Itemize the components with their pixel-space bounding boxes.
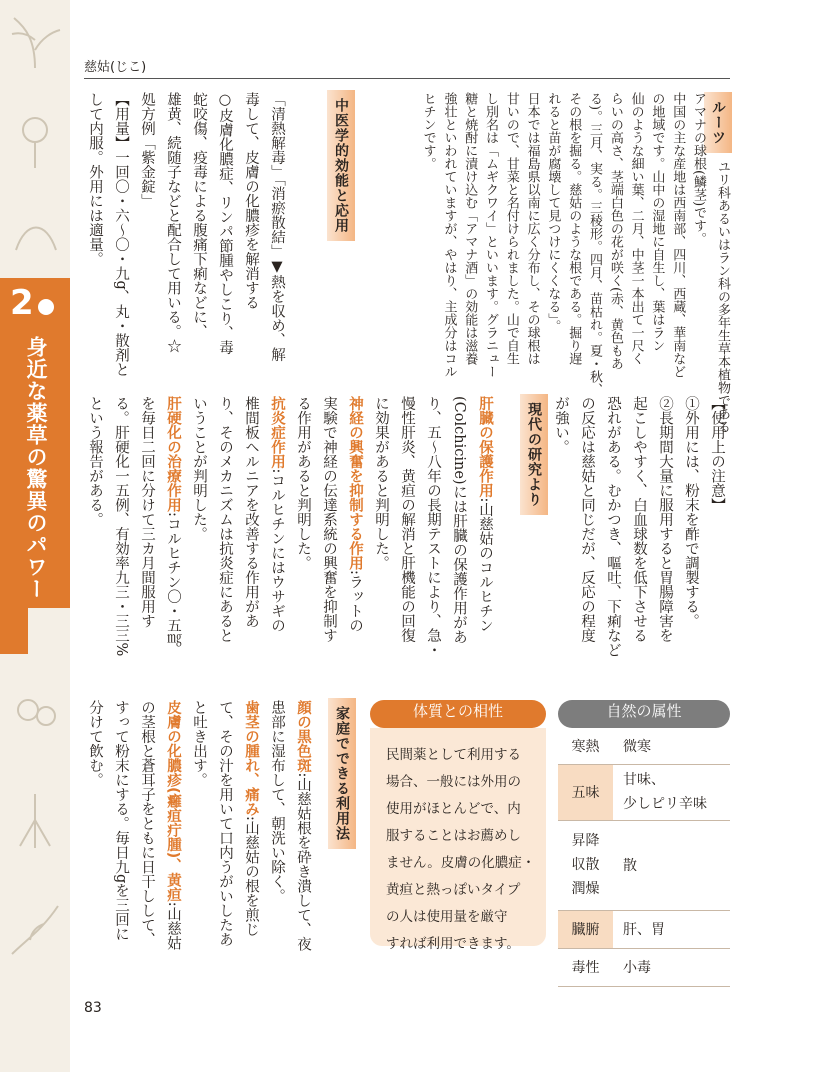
- constitution-line: 服することはお薦めし: [386, 828, 521, 844]
- cautions-line: ①外用には、粉末を酢で調製する。: [683, 396, 699, 628]
- modern-line: を毎日二回に分けて三カ月間服用す: [139, 396, 155, 628]
- cautions-line: の反応は慈姑と同じだが、反応の程度: [579, 396, 595, 643]
- modern-line: 慢性肝炎、黄疸の解消と肝機能の回復: [399, 396, 415, 643]
- cautions-line: 恐れがある。むかつき、嘔吐、下痢など: [605, 396, 621, 657]
- roots-body: [417, 92, 708, 397]
- attributes-table: [558, 728, 730, 987]
- roots-line: 日本では福島県以南に広く分布し、その球根は: [524, 92, 540, 365]
- modern-line: (Colchicine)には肝臓の保護作用があ: [451, 396, 467, 645]
- table-row: [558, 728, 730, 764]
- modern-line: 椎間板ヘルニアを改善する作用があ: [243, 396, 259, 628]
- constitution-line: 使用がほとんどで、内: [386, 801, 521, 817]
- constitution-line: 民間薬として利用する: [386, 747, 521, 763]
- attr-value: 肝、胃: [613, 910, 730, 948]
- cautions-line: ②長期間大量に服用すると胃腸障害を: [657, 396, 673, 643]
- cautions-line: 【使用上の注意】: [709, 396, 725, 512]
- usage-line: 【用量】一回〇・六〜〇・九g、丸・散剤と: [113, 92, 129, 377]
- home-line: 皮膚の化膿疹(癰疽疔腫)、黄疸:山慈姑: [165, 700, 181, 951]
- home-body: [82, 700, 316, 990]
- chapter-number: 2: [10, 283, 34, 323]
- home-heading: 家庭でできる利用法: [328, 698, 356, 849]
- usage-line: ○皮膚化膿症、リンパ節腫やしこり、毒: [217, 92, 233, 355]
- roots-line: 強壮といわれていますが、やはり、主成分はコル: [441, 92, 457, 378]
- usage-line: して内服。外用には適量。: [87, 92, 103, 266]
- usage-line: 蛇咬傷、疫毒による腹痛下痢などに、: [191, 92, 207, 339]
- roots-line: し別名は「ムギクワイ」といいます。グラニュー: [483, 92, 499, 378]
- chapter-tab-tail: [0, 608, 28, 654]
- usage-line: 処方例「紫金錠」: [139, 92, 155, 208]
- home-line: すって粉末にする。毎日九gを三回に: [113, 700, 129, 942]
- modern-line: 実験で神経の伝達系統の興奮を抑制す: [321, 396, 337, 643]
- branch-illustration-icon: [6, 900, 64, 960]
- cautions-body: [548, 396, 730, 686]
- cautions-line: 起こしやすく、白血球数を低下させる: [631, 396, 647, 643]
- home-line: て、その汁を用いて口内うがいしたあ: [217, 700, 233, 947]
- home-line: と吐き出す。: [191, 700, 207, 787]
- page-title: 慈姑(じこ): [84, 60, 147, 75]
- modern-line: いうことが判明した。: [191, 396, 207, 541]
- constitution-line: すれば利用できます。: [386, 936, 520, 952]
- roots-line: 甘いので、甘菜と名付けられました。山で自生: [503, 92, 519, 365]
- modern-p4-head: 肝硬化の治療作用: [165, 396, 181, 512]
- roots-heading: ルーツ: [704, 92, 732, 153]
- modern-line: 肝臓の保護作用:山慈姑のコルヒチン: [477, 396, 493, 633]
- modern-line: 肝硬化の治療作用:コルヒチン〇・五㎎: [165, 396, 181, 648]
- chapter-dot-icon: [38, 299, 54, 315]
- usage-line: 毒して、皮膚の化膿疹を解消する: [243, 92, 259, 310]
- attr-value: 小毒: [613, 948, 730, 986]
- home-p1-head: 顔の黒色斑: [295, 700, 311, 773]
- usage-line: 「清熱解毒」「消瘀散結」▼熱を収め、解: [269, 92, 285, 362]
- modern-p2-head: 神経の興奮を抑制する作用: [347, 396, 363, 570]
- attr-value: 微寒: [613, 728, 730, 764]
- attr-key: 五味: [558, 764, 613, 820]
- roots-line: らいの高さ、茎端白色の花が咲く(赤、黄色もあ: [607, 92, 623, 371]
- roots-line: の地域です。山中の湿地に自生し、葉はラン: [649, 92, 665, 352]
- home-p2-head: 歯茎の腫れ、痛み: [243, 700, 259, 816]
- usage-body: [82, 92, 290, 382]
- header-divider: [84, 78, 730, 79]
- sidebar: [0, 0, 70, 1072]
- attr-value: 散: [613, 820, 730, 910]
- attr-key: 寒熱: [558, 728, 613, 764]
- roots-text: [711, 160, 732, 433]
- constitution-line: ません。皮膚の化膿症・: [386, 855, 536, 871]
- modern-body: [82, 396, 498, 686]
- attributes-title: 自然の属性: [558, 700, 730, 728]
- table-row: [558, 948, 730, 986]
- constitution-line: 場合、一般には外用の: [386, 774, 521, 790]
- roots-line: ヒチンです。: [420, 92, 436, 170]
- cautions-line: が強い。: [553, 396, 569, 454]
- roots-line: れると苗が腐壊して見つけにくくなる」。: [545, 92, 561, 333]
- attr-value: 甘味、 少しピリ辛味: [613, 764, 730, 820]
- table-row: [558, 820, 730, 910]
- modern-line: 抗炎症作用:コルヒチンにはウサギの: [269, 396, 285, 633]
- modern-line: 神経の興奮を抑制する作用:ラットの: [347, 396, 363, 633]
- home-line: 分けて飲む。: [87, 700, 103, 787]
- home-p3-head: 皮膚の化膿疹(癰疽疔腫)、黄疸: [165, 700, 181, 902]
- roots-line: 仙のような細い葉、二月、中茎一本出て一尺く: [628, 92, 644, 365]
- modern-line: という報告がある。: [87, 396, 103, 527]
- constitution-line: の人は使用量を厳守: [386, 909, 508, 925]
- modern-p1-head: 肝臓の保護作用: [477, 396, 493, 498]
- roots-line: 糖と焼酎に漬け込む「アマナ酒」の効能は滋養: [462, 92, 478, 365]
- roots-line: る)。三月、実る。三稜形。四月、苗枯れ。夏・秋、: [587, 92, 603, 397]
- modern-line: に効果があると判明した。: [373, 396, 389, 570]
- constitution-title: 体質との相性: [370, 700, 546, 728]
- usage-heading: 中医学的効能と応用: [327, 90, 355, 241]
- modern-line: る作用があると判明した。: [295, 396, 311, 570]
- attr-key: 臓腑: [558, 910, 613, 948]
- modern-line: り、五〜八年の長期テストにより、急・: [425, 396, 441, 657]
- modern-p3-head: 抗炎症作用: [269, 396, 285, 469]
- modern-heading: 現代の研究より: [520, 394, 548, 515]
- page-number: 83: [84, 1000, 102, 1016]
- root-illustration-icon: [6, 790, 64, 850]
- home-line: 顔の黒色斑:山慈姑根を砕き潰して、夜: [295, 700, 311, 952]
- table-row: [558, 910, 730, 948]
- home-line: の茎根と蒼耳子をともに日干しして、: [139, 700, 155, 947]
- constitution-line: 黄疸と熱っぽいタイプ: [386, 882, 521, 898]
- leaf-illustration-icon: [6, 10, 64, 70]
- flower-illustration-icon: [6, 200, 64, 260]
- table-row: [558, 764, 730, 820]
- modern-line: る。肝硬化一五例、有効率九三・三三%: [113, 396, 129, 657]
- home-line: 歯茎の腫れ、痛み:山慈姑の根を煎じ: [243, 700, 259, 937]
- attr-key: 昇降 収散 潤燥: [558, 820, 613, 910]
- roots-line: 中国の主な産地は西南部、四川、西蔵、華南など: [670, 92, 686, 378]
- usage-line: 雄黄、続随子などと配合して用いる。☆: [165, 92, 181, 353]
- chapter-title: 身近な薬草の驚異のパワー: [24, 336, 48, 600]
- attr-key: 毒性: [558, 948, 613, 986]
- home-line: 患部に湿布して、朝洗い除く。: [269, 700, 285, 903]
- roots-line: ユリ科あるいはラン科の多年生草本植物である: [715, 160, 730, 433]
- constitution-box: [370, 728, 546, 952]
- fruit-illustration-icon: [6, 680, 64, 740]
- roots-line: アマナの球根(鱗茎)です。: [691, 92, 706, 246]
- roots-line: その根を掘る。慈姑のような根である。掘り遅: [566, 92, 582, 365]
- modern-line: り、そのメカニズムは抗炎症にあると: [217, 396, 233, 643]
- herb-illustration-icon: [6, 110, 64, 170]
